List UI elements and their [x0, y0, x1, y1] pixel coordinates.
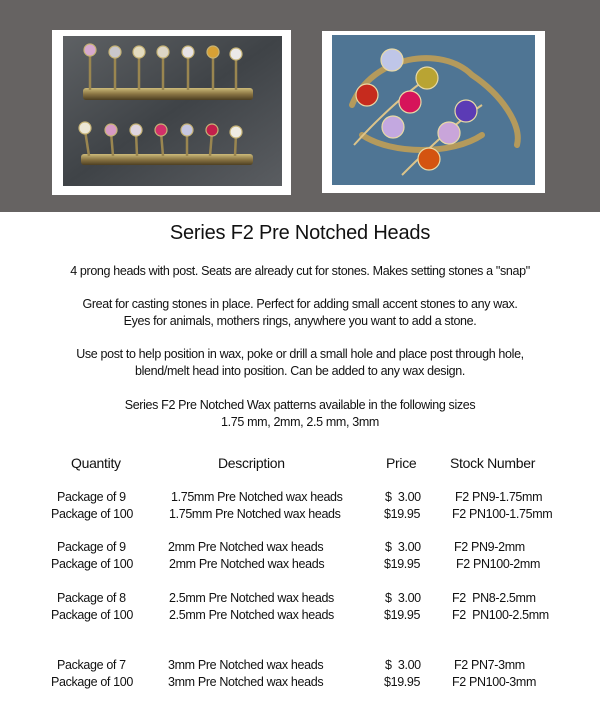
instructions-paragraph [0, 346, 600, 380]
cell-quantity: Package of 9 [57, 490, 126, 504]
uses-paragraph [0, 296, 600, 330]
cell-description: 1.75mm Pre Notched wax heads [169, 507, 341, 521]
cell-quantity: Package of 100 [51, 608, 133, 622]
cell-quantity: Package of 7 [57, 658, 126, 672]
cell-price: $19.95 [384, 675, 421, 689]
uses-line: Eyes for animals, mothers rings, anywhere you want to add a stone. [123, 314, 477, 328]
instructions-line: Use post to help position in wax, poke or drill a small hole and place post through hole, [76, 347, 524, 361]
header-quantity: Quantity [71, 455, 121, 471]
cell-quantity: Package of 8 [57, 591, 126, 605]
cell-price: $19.95 [384, 557, 421, 571]
cell-price: $ 3.00 [385, 591, 421, 605]
cell-description: 1.75mm Pre Notched wax heads [171, 490, 343, 504]
cell-stock: F2 PN100-2mm [456, 557, 541, 571]
intro-line: 4 prong heads with post. Seats are already cut for stones. Makes setting stones a "snap" [70, 264, 530, 278]
sizes-line: Series F2 Pre Notched Wax patterns available in the following sizes [124, 398, 476, 412]
cell-stock: F2 PN100-3mm [452, 675, 537, 689]
header-stock-number: Stock Number [450, 455, 536, 471]
cell-stock: F2 PN100-2.5mm [452, 608, 549, 622]
header-description: Description [218, 455, 285, 471]
cell-stock: F2 PN9-1.75mm [455, 490, 543, 504]
sizes-paragraph [0, 397, 600, 431]
sizes-list: 1.75 mm, 2mm, 2.5 mm, 3mm [221, 415, 379, 429]
cell-quantity: Package of 100 [51, 675, 133, 689]
cell-description: 2.5mm Pre Notched wax heads [169, 608, 334, 622]
cell-description: 3mm Pre Notched wax heads [168, 675, 324, 689]
cell-price: $ 3.00 [385, 540, 421, 554]
cell-description: 2mm Pre Notched wax heads [168, 540, 324, 554]
cell-price: $ 3.00 [385, 490, 421, 504]
cell-price: $19.95 [384, 608, 421, 622]
header-price: Price [386, 455, 417, 471]
cell-price: $ 3.00 [385, 658, 421, 672]
cell-description: 3mm Pre Notched wax heads [168, 658, 324, 672]
cell-stock: F2 PN7-3mm [454, 658, 525, 672]
cell-description: 2mm Pre Notched wax heads [169, 557, 325, 571]
cell-description: 2.5mm Pre Notched wax heads [169, 591, 334, 605]
instructions-line: blend/melt head into position. Can be added to any wax design. [135, 364, 465, 378]
cell-quantity: Package of 100 [51, 557, 133, 571]
cell-quantity: Package of 100 [51, 507, 133, 521]
uses-line: Great for casting stones in place. Perfect for adding small accent stones to any wax. [82, 297, 518, 311]
page-title: Series F2 Pre Notched Heads [169, 222, 431, 244]
cell-price: $19.95 [384, 507, 421, 521]
cell-stock: F2 PN9-2mm [454, 540, 525, 554]
pre-notched-heads-photo [63, 36, 282, 186]
mothers-ring-photo [332, 35, 535, 185]
cell-stock: F2 PN100-1.75mm [452, 507, 553, 521]
intro-paragraph [0, 263, 600, 280]
cell-quantity: Package of 9 [57, 540, 126, 554]
cell-stock: F2 PN8-2.5mm [452, 591, 536, 605]
